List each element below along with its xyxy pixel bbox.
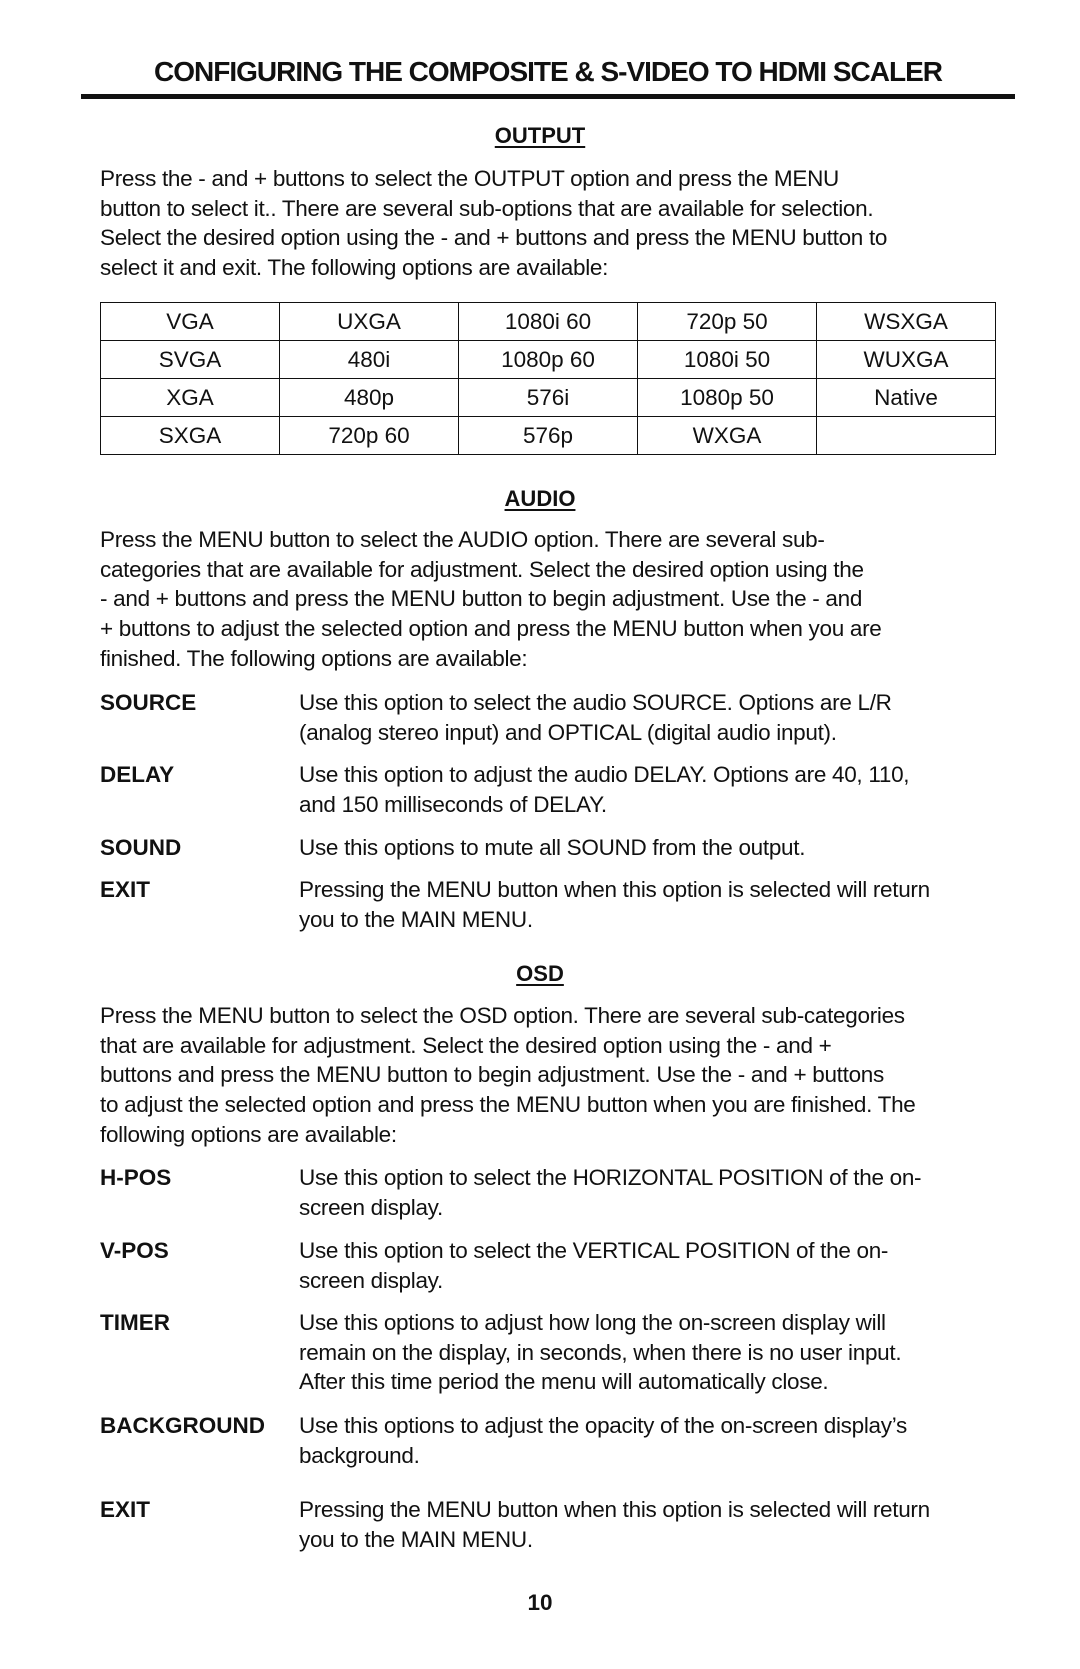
paragraph-line: finished. The following options are available: (100, 645, 528, 671)
table-cell: 720p 60 (280, 417, 459, 455)
table-cell: 1080i 50 (638, 341, 817, 379)
osd-heading: OSD (516, 961, 564, 986)
table-cell: VGA (101, 303, 280, 341)
title-rule (81, 94, 1015, 99)
option-term: TIMER (100, 1310, 170, 1335)
option-term: SOUND (100, 835, 182, 860)
table-cell: Native (817, 379, 996, 417)
table-row (101, 341, 996, 379)
paragraph-line: to adjust the selected option and press the MENU button when you are finished. The (100, 1092, 916, 1118)
description-line: screen display. (299, 1267, 443, 1293)
paragraph-line: Press the MENU button to select the OSD option. There are several sub-categories (100, 1003, 905, 1028)
paragraph-line: - and + buttons and press the MENU button to begin adjustment. Use the - and (100, 586, 863, 612)
table-cell: SXGA (101, 417, 280, 455)
description-line: Use this option to select the HORIZONTAL POSITION of the on- (299, 1165, 922, 1190)
description-line: Use this option to select the VERTICAL POSITION of the on- (299, 1238, 889, 1263)
option-description (299, 1495, 1009, 1554)
table-cell: 480p (280, 379, 459, 417)
table-cell: 576p (459, 417, 638, 455)
audio-paragraph (100, 525, 1000, 673)
output-paragraph (100, 164, 1000, 283)
table-cell: SVGA (101, 341, 280, 379)
option-description (299, 1236, 1009, 1295)
paragraph-line: that are available for adjustment. Select the desired option using the - and + (100, 1032, 832, 1058)
table-row (101, 303, 996, 341)
audio-heading: AUDIO (504, 486, 576, 511)
description-line: (analog stereo input) and OPTICAL (digital audio input). (299, 719, 837, 745)
table-cell: 480i (280, 341, 459, 379)
table-row (101, 417, 996, 455)
output-options-table (100, 302, 996, 455)
option-term: EXIT (100, 877, 151, 902)
option-description (299, 1411, 1009, 1470)
table-cell: UXGA (280, 303, 459, 341)
table-cell: 1080i 60 (459, 303, 638, 341)
option-description (299, 1308, 1009, 1397)
option-description (299, 760, 1009, 819)
table-cell: WXGA (638, 417, 817, 455)
table-cell: 720p 50 (638, 303, 817, 341)
option-term: DELAY (100, 762, 175, 787)
option-description (299, 833, 1009, 863)
option-description (299, 688, 1009, 747)
page-title: CONFIGURING THE COMPOSITE & S-VIDEO TO HDMI SCALER (154, 56, 942, 87)
option-term: H-POS (100, 1165, 172, 1190)
description-line: screen display. (299, 1194, 443, 1220)
description-line: you to the MAIN MENU. (299, 906, 533, 932)
description-line: Use this options to adjust how long the on-screen display will (299, 1310, 886, 1335)
paragraph-line: Press the - and + buttons to select the OUTPUT option and press the MENU (100, 166, 839, 191)
table-cell: 1080p 60 (459, 341, 638, 379)
table-cell: 576i (459, 379, 638, 417)
paragraph-line: button to select it.. There are several sub-options that are available for selection. (100, 195, 874, 221)
paragraph-line: Select the desired option using the - and + buttons and press the MENU button to (100, 225, 888, 251)
option-term: EXIT (100, 1497, 151, 1522)
description-line: Use this options to mute all SOUND from the output. (299, 835, 806, 860)
option-term: V-POS (100, 1238, 169, 1263)
paragraph-line: + buttons to adjust the selected option and press the MENU button when you are (100, 616, 882, 642)
description-line: Pressing the MENU button when this option is selected will return (299, 1497, 930, 1522)
paragraph-line: following options are available: (100, 1121, 397, 1147)
option-description (299, 1163, 1009, 1222)
description-line: After this time period the menu will automatically close. (299, 1369, 829, 1395)
description-line: Use this options to adjust the opacity of the on-screen display’s (299, 1413, 907, 1438)
description-line: background. (299, 1442, 420, 1468)
description-line: Use this option to select the audio SOURCE. Options are L/R (299, 690, 892, 715)
table-cell (817, 417, 996, 455)
paragraph-line: Press the MENU button to select the AUDIO option. There are several sub- (100, 527, 825, 552)
table-cell: WUXGA (817, 341, 996, 379)
description-line: Pressing the MENU button when this option is selected will return (299, 877, 930, 902)
table-cell: XGA (101, 379, 280, 417)
description-line: and 150 milliseconds of DELAY. (299, 791, 607, 817)
table-cell: WSXGA (817, 303, 996, 341)
paragraph-line: select it and exit. The following options are available: (100, 255, 609, 281)
osd-paragraph (100, 1001, 1000, 1149)
table-row (101, 379, 996, 417)
description-line: remain on the display, in seconds, when there is no user input. (299, 1339, 902, 1365)
page-number: 10 (527, 1590, 553, 1615)
option-term: SOURCE (100, 690, 197, 715)
option-term: BACKGROUND (100, 1413, 265, 1438)
paragraph-line: buttons and press the MENU button to begin adjustment. Use the - and + buttons (100, 1062, 884, 1088)
paragraph-line: categories that are available for adjustment. Select the desired option using the (100, 556, 864, 582)
description-line: you to the MAIN MENU. (299, 1526, 533, 1552)
table-cell: 1080p 50 (638, 379, 817, 417)
option-description (299, 875, 1009, 934)
description-line: Use this option to adjust the audio DELAY. Options are 40, 110, (299, 762, 910, 787)
output-heading: OUTPUT (494, 123, 586, 148)
